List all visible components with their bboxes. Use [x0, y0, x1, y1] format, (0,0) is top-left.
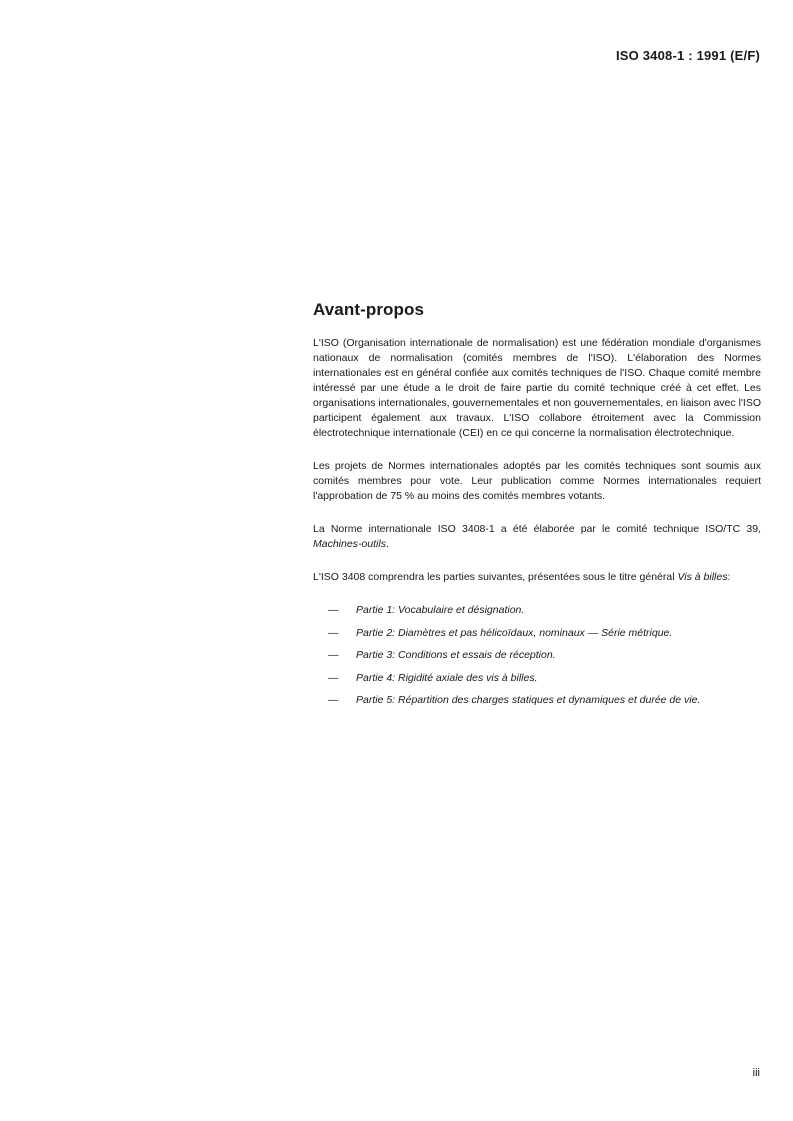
dash-bullet: — — [328, 626, 339, 639]
parts-intro-text: L'ISO 3408 comprendra les parties suivantes, présentées sous le titre général — [313, 571, 678, 583]
committee-name: Machines-outils — [313, 538, 386, 550]
part-label: Partie 2: Diamètres et pas hélicoïdaux, nominaux — Série métrique. — [356, 626, 673, 639]
part-label: Partie 1: Vocabulaire et désignation. — [356, 604, 525, 616]
committee-text: La Norme internationale ISO 3408-1 a été élaborée par le comité technique ISO/TC 39, — [313, 523, 761, 535]
committee-paragraph — [313, 522, 761, 552]
part-item-3 — [313, 648, 761, 663]
foreword-section — [313, 300, 761, 716]
page-number: iii — [752, 1067, 760, 1079]
parts-intro-end: : — [727, 571, 731, 583]
dash-bullet: — — [328, 649, 339, 661]
part-item-1 — [313, 603, 761, 618]
general-title: Vis à billes — [677, 571, 728, 583]
part-item-5 — [313, 693, 761, 708]
part-label: Partie 5: Répartition des charges statiques et dynamiques et durée de vie. — [356, 694, 701, 706]
part-label: Partie 4: Rigidité axiale des vis à billes. — [356, 671, 538, 684]
dash-bullet: — — [328, 671, 339, 684]
parts-list — [313, 603, 761, 708]
part-item-4 — [313, 671, 761, 686]
document-reference: ISO 3408-1 : 1991 (E/F) — [615, 48, 760, 63]
voting-paragraph: Les projets de Normes internationales adoptés par les comités techniques sont soumis aux comités membres pour vote. Leur publication comme Normes internationales requiert l'approbation de 75 % au moins des comités membres votants. — [313, 460, 761, 502]
dash-bullet: — — [328, 694, 339, 706]
dash-bullet: — — [328, 604, 339, 616]
part-label: Partie 3: Conditions et essais de réception. — [356, 649, 556, 661]
intro-paragraph: L'ISO (Organisation internationale de normalisation) est une fédération mondiale d'organismes nationaux de normalisation (comités membres de l'ISO). L'élaboration des Normes internationales est en général confiée aux comités techniques de l'ISO. Chaque comité membre intéressé par une étude a le droit de faire partie du comité technique créé à cet effet. Les organisations internationales, gouvernementales et non gouvernementales, en liaison avec l'ISO participent également aux travaux. L'ISO collabore étroitement avec la Commission électrotechnique internationale (CEI) en ce qui concerne la normalisation électrotechnique. — [313, 337, 761, 439]
committee-end: . — [385, 538, 389, 550]
parts-intro-paragraph — [313, 570, 761, 585]
part-item-2 — [313, 626, 761, 641]
section-title: Avant-propos — [313, 300, 425, 319]
